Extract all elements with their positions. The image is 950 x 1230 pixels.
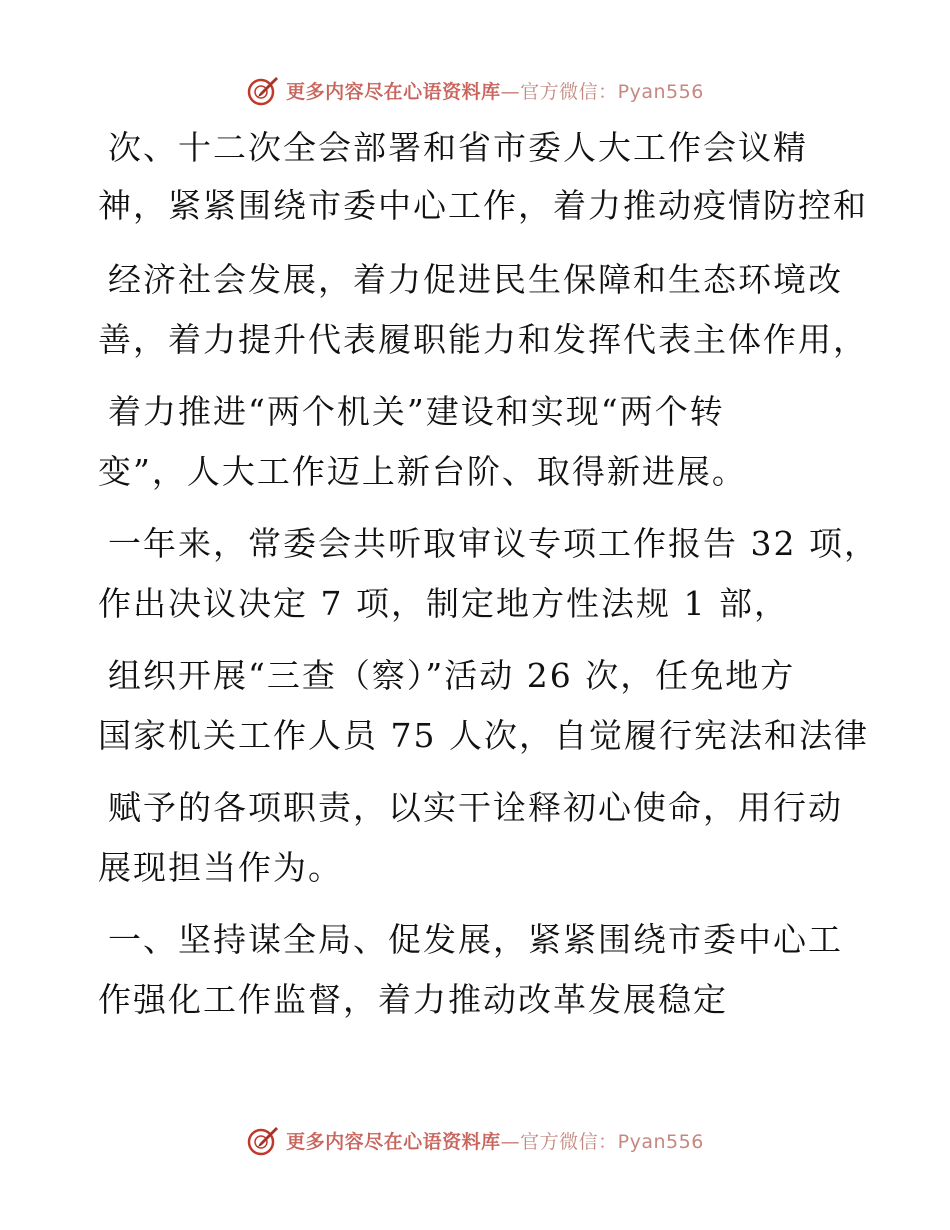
text-line-6: 变”，人大工作迈上新台阶、取得新进展。 xyxy=(98,452,747,491)
text-line-13: 一、坚持谋全局、促发展，紧紧围绕市委中心工 xyxy=(108,920,843,959)
pen-logo-icon xyxy=(246,73,280,107)
pen-logo-icon xyxy=(246,1123,280,1157)
text-line-11: 赋予的各项职责，以实干诠释初心使命，用行动 xyxy=(108,788,843,827)
text-line-10: 国家机关工作人员 75 人次，自觉履行宪法和法律 xyxy=(98,716,869,755)
text-line-4: 善，着力提升代表履职能力和发挥代表主体作用， xyxy=(98,320,868,359)
footer-watermark xyxy=(0,1120,950,1160)
text-line-8: 作出决议决定 7 项，制定地方性法规 1 部， xyxy=(98,584,789,623)
text-line-5: 着力推进“两个机关”建设和实现“两个转 xyxy=(108,392,725,431)
text-line-7: 一年来，常委会共听取审议专项工作报告 32 项， xyxy=(108,524,879,563)
text-line-3: 经济社会发展，着力促进民生保障和生态环境改 xyxy=(108,260,843,299)
text-line-9: 组织开展“三查（察）”活动 26 次，任免地方 xyxy=(108,656,796,695)
watermark-text: 更多内容尽在心语资料库—官方微信：Pyan556 xyxy=(286,80,704,103)
header-watermark xyxy=(0,70,950,110)
watermark-text: 更多内容尽在心语资料库—官方微信：Pyan556 xyxy=(286,1130,704,1153)
text-line-12: 展现担当作为。 xyxy=(98,848,343,887)
text-line-2: 神，紧紧围绕市委中心工作，着力推动疫情防控和 xyxy=(98,186,868,225)
text-line-1: 次、十二次全会部署和省市委人大工作会议精 xyxy=(108,128,808,167)
text-line-14: 作强化工作监督，着力推动改革发展稳定 xyxy=(98,980,728,1019)
